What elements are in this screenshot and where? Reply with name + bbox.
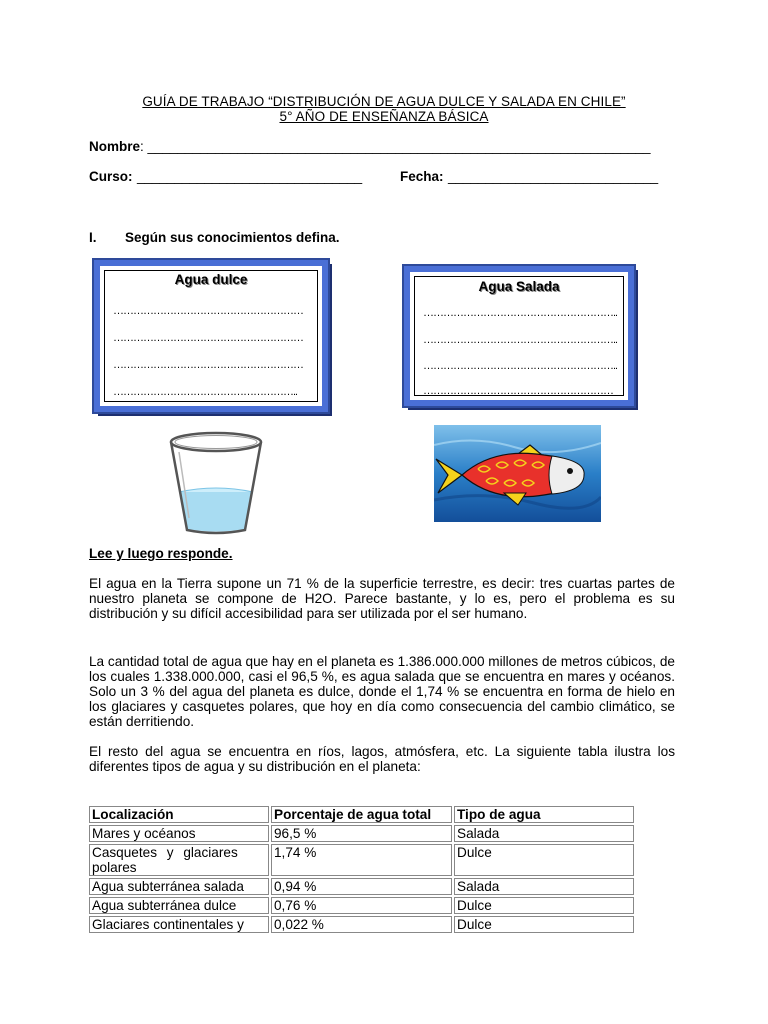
curso-label: Curso: — [89, 169, 133, 184]
answer-line[interactable]: ……………………………………………….. — [113, 386, 298, 398]
page-subtitle: 5° AÑO DE ENSEÑANZA BÁSICA — [279, 109, 489, 124]
table-cell: 96,5 % — [271, 825, 452, 842]
reading-heading: Lee y luego responde. — [89, 546, 233, 561]
curso-row — [89, 168, 362, 186]
column-header: Tipo de agua — [454, 806, 634, 823]
table-cell: Dulce — [454, 844, 634, 876]
answer-line[interactable]: ………………………………………………… — [113, 332, 303, 344]
reading-paragraph-2: La cantidad total de agua que hay en el planeta es 1.386.000.000 millones de metros cúbicos, de los cuales 1.338.000.000, casi el 96,5 %, es agua salada que se encuentra en mares y océanos. Solo un 3 % del agua del planeta es dulce, donde el 1,74 % se encuentra en forma de hielo en los glaciares y casquetes polares, que hoy en día como consecuencia del cambio climático, se están derritiendo. — [89, 654, 675, 729]
nombre-label: Nombre — [89, 139, 141, 154]
curso-field[interactable]: ______________________________ — [136, 169, 363, 184]
agua-dulce-title: Agua dulce — [174, 272, 248, 287]
table-row — [89, 897, 634, 914]
table-row — [89, 844, 634, 876]
fish-in-sea-image — [434, 425, 601, 522]
page-title: GUÍA DE TRABAJO “DISTRIBUCIÓN DE AGUA DULCE Y SALADA EN CHILE” — [142, 94, 626, 109]
table-cell: Agua subterránea dulce — [89, 897, 269, 914]
table-row — [89, 916, 634, 933]
table-cell: 0,76 % — [271, 897, 452, 914]
reading-paragraph-3: El resto del agua se encuentra en ríos, lagos, atmósfera, etc. La siguiente tabla ilustra los diferentes tipos de agua y su distribución en el planeta: — [89, 744, 675, 774]
answer-line[interactable]: ………………………………………………….. — [423, 307, 618, 319]
glass-of-water-image — [165, 430, 267, 535]
table-cell: Dulce — [454, 916, 634, 933]
table-row — [89, 878, 634, 895]
column-header: Localización — [89, 806, 269, 823]
answer-line[interactable]: ………………………………………………… — [113, 305, 303, 317]
table-cell: 1,74 % — [271, 844, 452, 876]
table-cell: Mares y océanos — [89, 825, 269, 842]
table-cell: Salada — [454, 825, 634, 842]
column-header: Porcentaje de agua total — [271, 806, 452, 823]
section-heading: Según sus conocimientos defina. — [125, 230, 340, 245]
table-cell: Glaciares continentales y — [89, 916, 269, 933]
table-cell: Casquetes y glaciares polares — [89, 844, 269, 876]
table-cell: Agua subterránea salada — [89, 878, 269, 895]
agua-dulce-box — [94, 260, 328, 412]
fecha-row — [400, 168, 658, 186]
water-distribution-table — [87, 804, 636, 935]
answer-line[interactable]: ………………………………………………… — [423, 385, 613, 397]
table-cell: 0,94 % — [271, 878, 452, 895]
table-cell: Dulce — [454, 897, 634, 914]
answer-line[interactable]: ………………………………………………….. — [423, 360, 618, 372]
fecha-field[interactable]: ____________________________ — [447, 169, 659, 184]
nombre-row — [89, 138, 679, 156]
answer-line[interactable]: ………………………………………………… — [113, 359, 303, 371]
agua-salada-title: Agua Salada — [478, 279, 560, 294]
table-row — [89, 825, 634, 842]
table-cell: Salada — [454, 878, 634, 895]
agua-salada-box — [404, 266, 634, 406]
table-cell: 0,022 % — [271, 916, 452, 933]
answer-line[interactable]: ………………………………………………….. — [423, 334, 618, 346]
section-number: I. — [89, 230, 97, 245]
fecha-label: Fecha: — [400, 169, 444, 184]
table-header-row — [89, 806, 634, 823]
reading-paragraph-1: El agua en la Tierra supone un 71 % de la superficie terrestre, es decir: tres cuartas partes de nuestro planeta se compone de H2O. Parece bastante, y lo es, pero el problema es su distribución y su difícil accesibilidad para ser utilizada por el ser humano. — [89, 576, 675, 621]
nombre-field[interactable]: : ___________________________________________________________________ — [140, 139, 651, 154]
